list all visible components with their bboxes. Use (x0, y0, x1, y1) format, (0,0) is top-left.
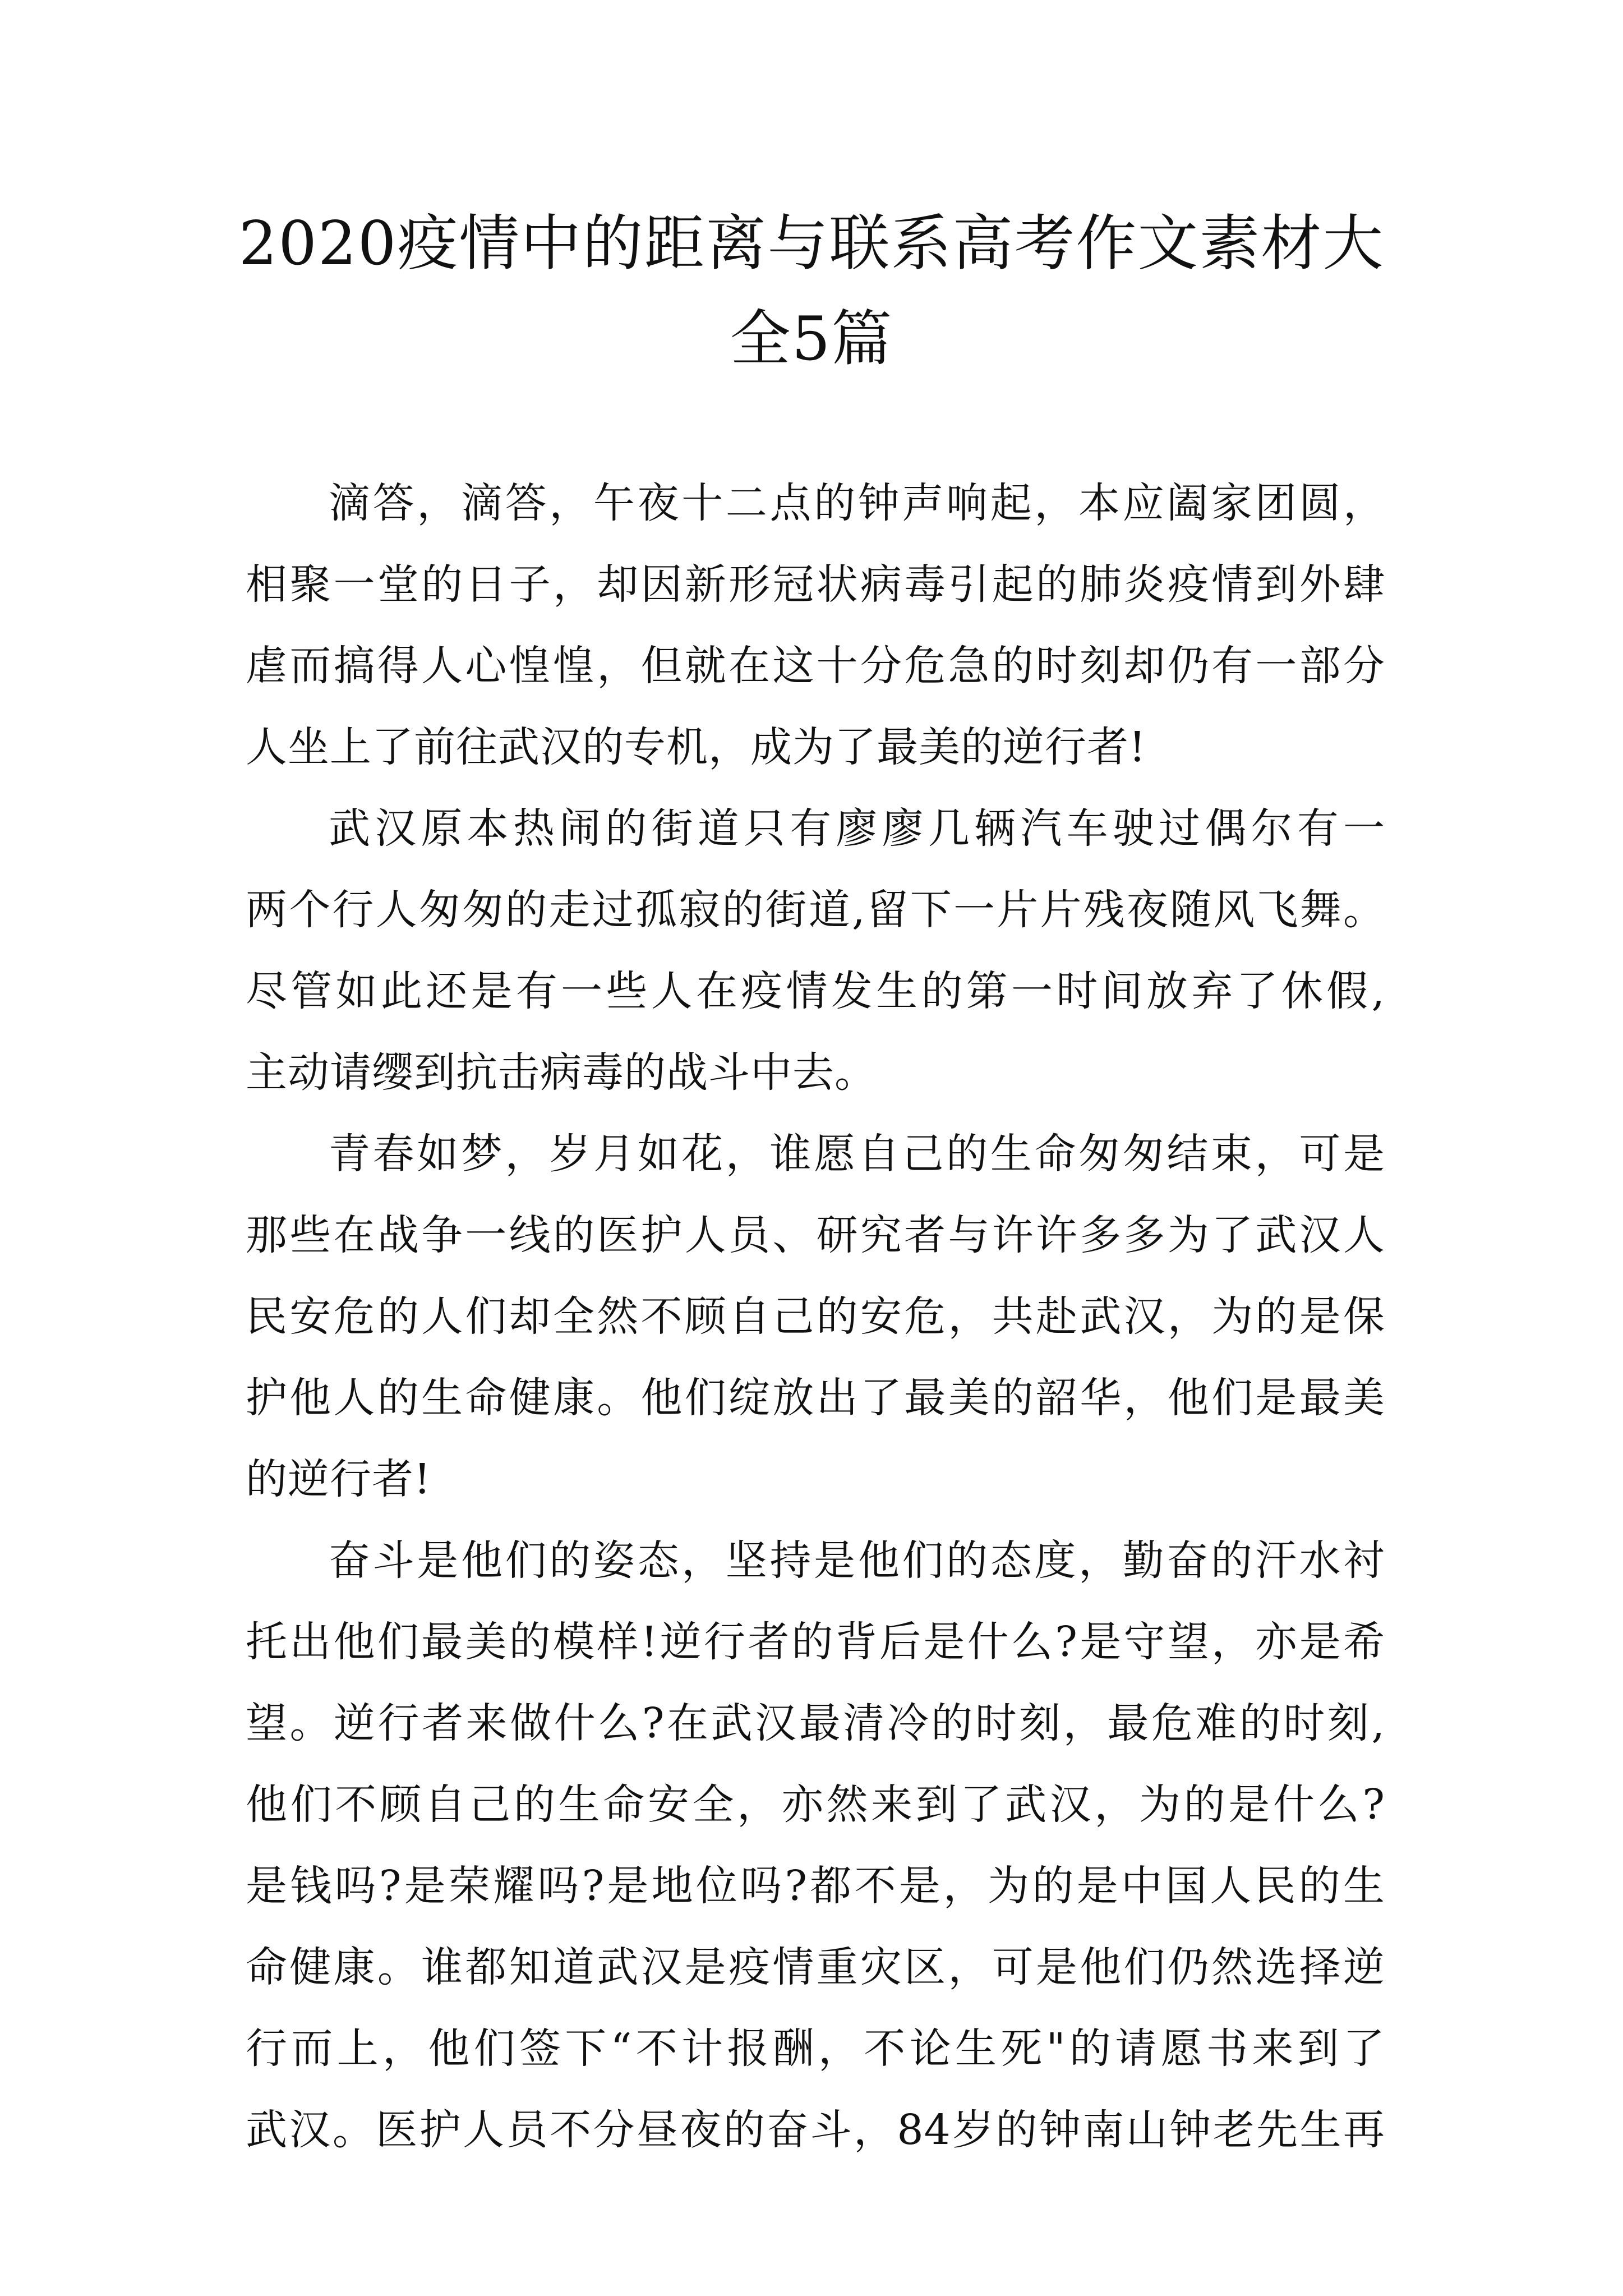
title-line-2: 全5篇 (730, 304, 893, 374)
text-line: 滴答，滴答，午夜十二点的钟声响起，本应阖家团圆， (329, 479, 1385, 527)
text-line: 托出他们最美的模样!逆行者的背后是什么?是守望，亦是希 (246, 1618, 1385, 1666)
title-line-1: 2020疫情中的距离与联系高考作文素材大 (238, 209, 1385, 279)
text-line: 的逆行者! (246, 1455, 431, 1503)
text-line: 那些在战争一线的医护人员、研究者与许许多多为了武汉人 (246, 1211, 1385, 1259)
text-line: 青春如梦，岁月如花，谁愿自己的生命匆匆结束，可是 (329, 1130, 1385, 1178)
text-line: 是钱吗?是荣耀吗?是地位吗?都不是，为的是中国人民的生 (246, 1862, 1385, 1910)
text-line: 尽管如此还是有一些人在疫情发生的第一时间放弃了休假, (246, 967, 1385, 1015)
text-line: 奋斗是他们的姿态，坚持是他们的态度，勤奋的汗水衬 (329, 1536, 1385, 1585)
text-line: 人坐上了前往武汉的专机，成为了最美的逆行者! (246, 723, 1146, 771)
document-body (246, 463, 1385, 2171)
text-line: 行而上，他们签下“不计报酬，不论生死"的请愿书来到了 (246, 2024, 1385, 2073)
text-line: 虐而搞得人心惶惶，但就在这十分危急的时刻却仍有一部分 (246, 642, 1385, 690)
text-line: 主动请缨到抗击病毒的战斗中去。 (246, 1048, 877, 1097)
text-line: 护他人的生命健康。他们绽放出了最美的韶华，他们是最美 (246, 1374, 1385, 1422)
text-line: 民安危的人们却全然不顾自己的安危，共赴武汉，为的是保 (246, 1292, 1385, 1341)
document-title (213, 196, 1410, 387)
text-line: 相聚一堂的日子，却因新形冠状病毒引起的肺炎疫情到外肆 (246, 560, 1385, 609)
text-line: 两个行人匆匆的走过孤寂的街道,留下一片片残夜随风飞舞。 (246, 886, 1385, 934)
text-line: 命健康。谁都知道武汉是疫情重灾区，可是他们仍然选择逆 (246, 1943, 1385, 1991)
text-line: 他们不顾自己的生命安全，亦然来到了武汉，为的是什么? (246, 1780, 1385, 1829)
text-line: 望。逆行者来做什么?在武汉最清冷的时刻，最危难的时刻, (246, 1699, 1385, 1747)
text-line: 武汉原本热闹的街道只有廖廖几辆汽车驶过偶尔有一 (329, 804, 1385, 853)
text-line: 武汉。医护人员不分昼夜的奋斗，84岁的钟南山钟老先生再 (246, 2106, 1385, 2154)
